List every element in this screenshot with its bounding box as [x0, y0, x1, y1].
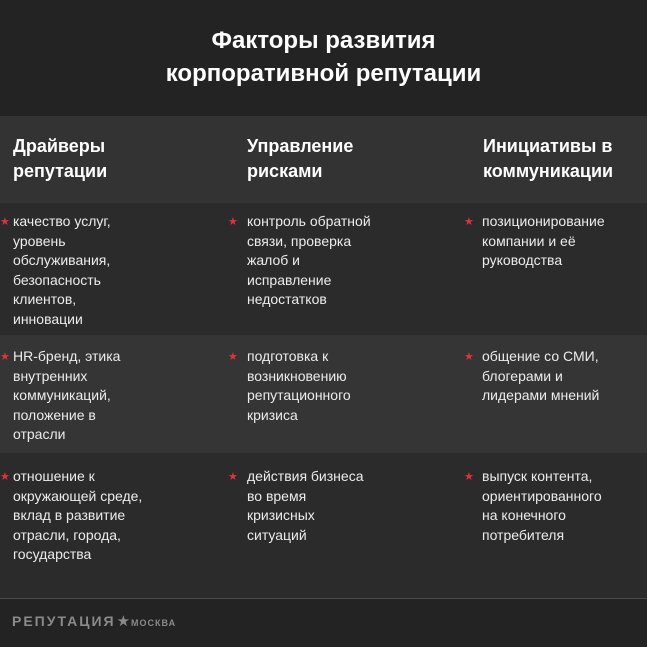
- cell-text-line: кризиса: [247, 406, 298, 423]
- cell-text-line: связи, проверка: [247, 232, 352, 249]
- cell-text-line: возникновению: [247, 367, 347, 384]
- table-cell: [482, 212, 605, 271]
- cell-text-line: компании и её: [482, 232, 576, 249]
- cell-text-line: обслуживания,: [13, 252, 111, 268]
- column-header-line: коммуникации: [483, 161, 614, 181]
- column-header-line: Драйверы: [13, 136, 106, 156]
- table-cell: [482, 347, 599, 406]
- cell-text-line: недостатков: [247, 291, 327, 307]
- star-icon: ★: [228, 216, 238, 228]
- star-icon: ★: [0, 216, 10, 228]
- cell-text-line: положение в: [13, 406, 96, 423]
- cell-text-line: общение со СМИ,: [482, 348, 599, 364]
- cell-text-line: коммуникаций,: [13, 387, 111, 403]
- star-icon: ★: [228, 351, 238, 363]
- logo-text: РЕПУТАЦИЯ: [12, 613, 116, 629]
- table-cell: [247, 212, 371, 310]
- cell-text-line: кризисных: [247, 507, 315, 523]
- cell-text-line: ориентированного: [482, 487, 602, 504]
- column-header-line: Инициативы в: [483, 136, 613, 156]
- logo-city: МОСКВА: [131, 618, 177, 628]
- table-cell: [13, 212, 111, 329]
- table-cell: [247, 467, 363, 545]
- page-title: [0, 24, 647, 90]
- star-icon: ★: [228, 471, 238, 483]
- cell-text-line: руководства: [482, 252, 563, 268]
- cell-text-line: жалоб и: [247, 252, 300, 268]
- cell-text-line: HR-бренд, этика: [13, 348, 121, 364]
- cell-text-line: действия бизнеса: [247, 468, 364, 484]
- column-header-line: Управление: [247, 136, 354, 156]
- star-icon: ★: [464, 351, 474, 363]
- cell-text-line: выпуск контента,: [482, 468, 593, 484]
- cell-text-line: инновации: [13, 310, 83, 327]
- cell-text-line: отрасли: [13, 426, 66, 442]
- star-icon: ★: [464, 216, 474, 228]
- cell-text-line: отношение к: [13, 468, 95, 484]
- column-header-line: репутации: [13, 161, 108, 181]
- cell-text-line: во время: [247, 487, 307, 504]
- star-icon: ★: [0, 471, 10, 483]
- cell-text-line: репутационного: [247, 387, 351, 403]
- title-line-1: Факторы развития: [211, 27, 436, 54]
- cell-text-line: позиционирование: [482, 213, 605, 229]
- table-cell: [482, 467, 602, 545]
- cell-text-line: безопасность: [13, 271, 101, 288]
- cell-text-line: лидерами мнений: [482, 387, 600, 403]
- cell-text-line: контроль обратной: [247, 213, 371, 229]
- cell-text-line: исправление: [247, 271, 332, 288]
- cell-text-line: отрасли, города,: [13, 526, 121, 543]
- title-line-2: корпоративной репутации: [165, 60, 482, 87]
- cell-text-line: уровень: [13, 232, 66, 249]
- star-icon: ★: [464, 471, 474, 483]
- column-header-line: рисками: [247, 161, 323, 181]
- cell-text-line: клиентов,: [13, 291, 77, 307]
- cell-text-line: качество услуг,: [13, 213, 111, 229]
- column-header-drivers: [13, 134, 107, 184]
- cell-text-line: вклад в развитие: [13, 507, 126, 523]
- cell-text-line: ситуаций: [247, 526, 307, 543]
- brand-logo: [12, 612, 176, 632]
- cell-text-line: государства: [13, 546, 92, 562]
- table-cell: [247, 347, 351, 425]
- cell-text-line: потребителя: [482, 526, 565, 543]
- cell-text-line: подготовка к: [247, 348, 329, 364]
- column-header-risks: [247, 134, 353, 184]
- cell-text-line: окружающей среде,: [13, 487, 143, 504]
- logo-star-icon: ★: [116, 613, 131, 630]
- column-header-initiatives: [483, 134, 613, 184]
- table-cell: [13, 347, 120, 445]
- cell-text-line: внутренних: [13, 367, 88, 384]
- footer-divider: [0, 598, 647, 599]
- cell-text-line: блогерами и: [482, 367, 563, 384]
- star-icon: ★: [0, 351, 10, 363]
- cell-text-line: на конечного: [482, 507, 566, 523]
- table-cell: [13, 467, 142, 565]
